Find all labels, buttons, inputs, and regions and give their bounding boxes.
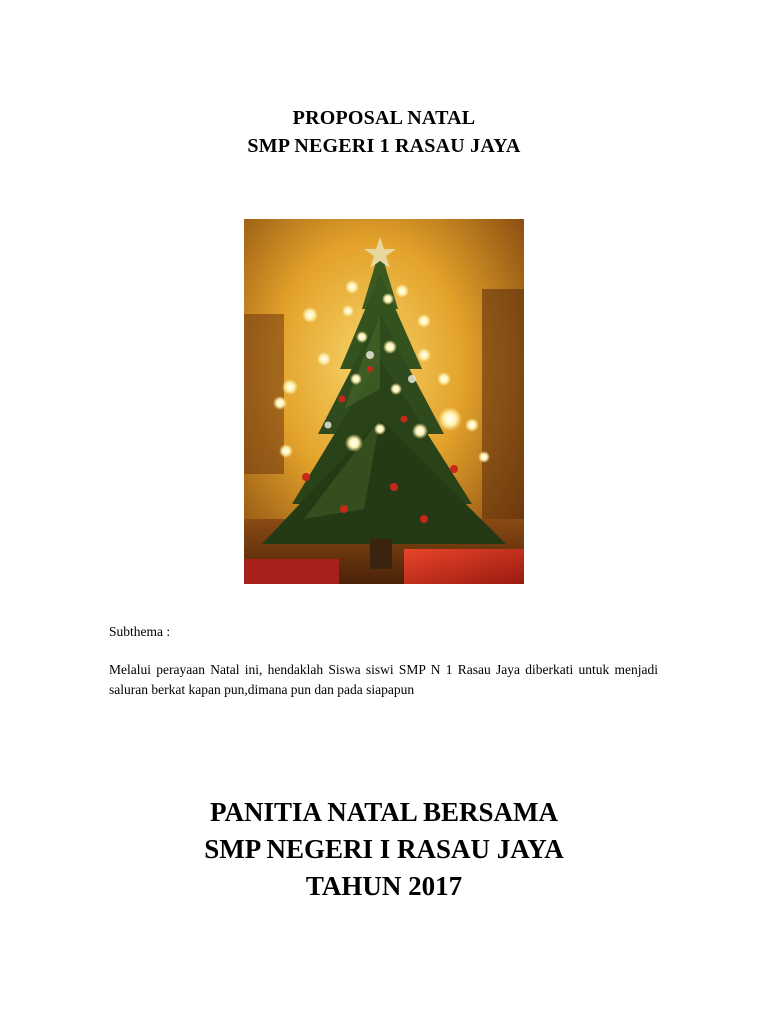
organizer-line-2: SMP NEGERI I RASAU JAYA <box>204 834 564 864</box>
title-line-2: SMP NEGERI 1 RASAU JAYA <box>247 135 521 157</box>
subtheme-text: Melalui perayaan Natal ini, hendaklah Siswa siswi SMP N 1 Rasau Jaya diberkati untuk menjadi saluran berkat kapan pun,dimana pun dan pada siapapun <box>109 662 658 697</box>
christmas-tree-photo <box>244 219 524 584</box>
organizer-block <box>0 794 768 905</box>
year-line: TAHUN 2017 <box>305 871 463 901</box>
title-line-1: PROPOSAL NATAL <box>292 107 476 129</box>
subtheme-label: Subthema : <box>109 624 171 639</box>
document-title <box>0 104 768 160</box>
organizer-line-1: PANITIA NATAL BERSAMA <box>209 797 559 827</box>
